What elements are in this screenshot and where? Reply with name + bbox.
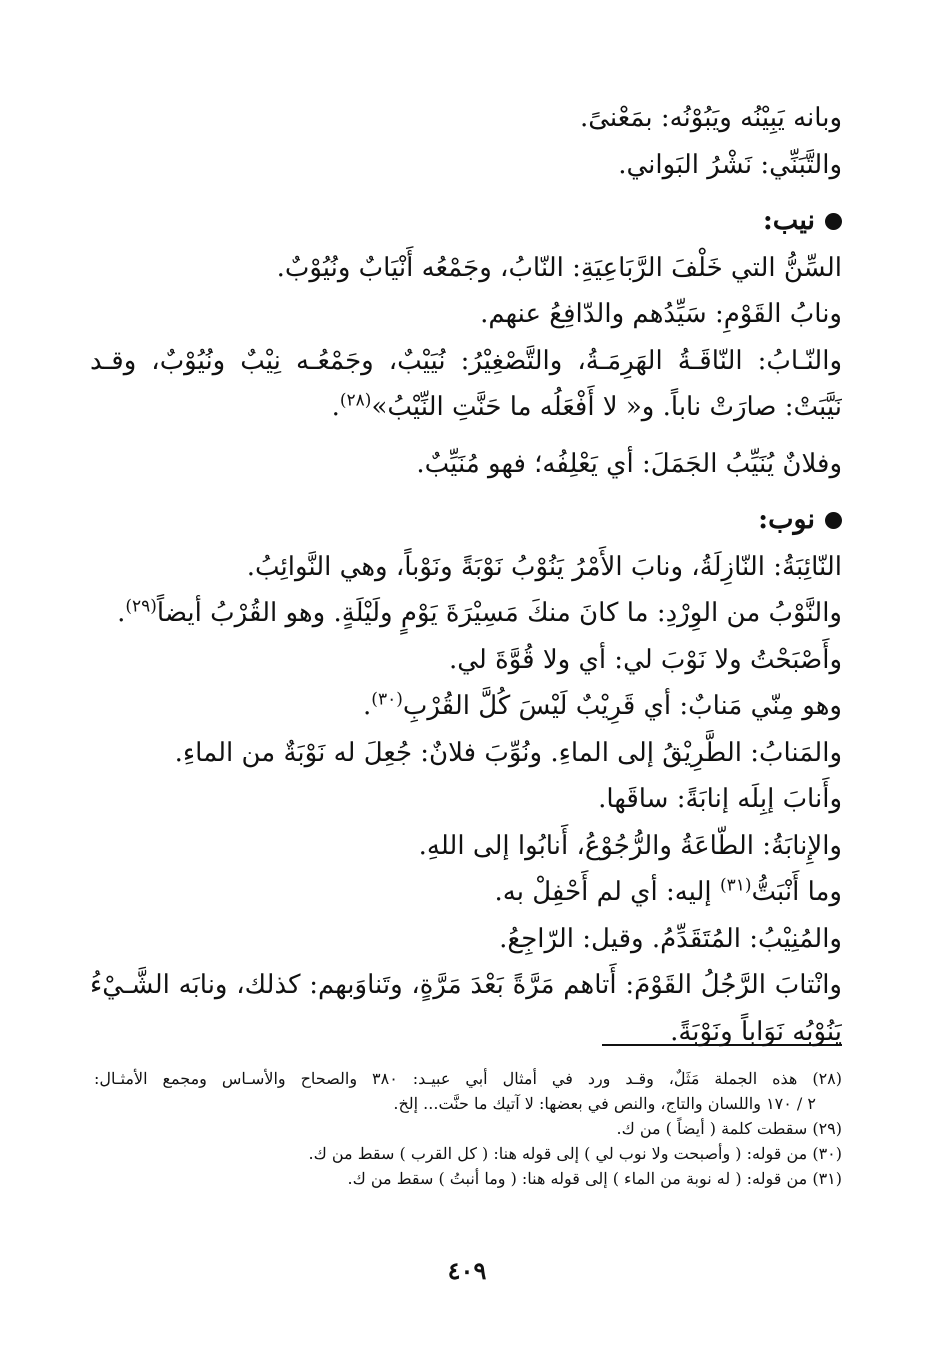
footnote: (٣٠) من قوله: ( وأصبحت ولا نوب لي ) إلى قوله هنا: ( كل القرب ) سقط من ك. — [308, 1144, 842, 1163]
text-line: وما أَنْبَتُّ$^{(٣١)}$ إليه: أي لم أَحْفِلْ به. — [494, 875, 842, 907]
footnote-divider — [602, 1044, 842, 1046]
footnote-marker: (٢٨) — [339, 390, 372, 411]
footnote: (٢٨) هذه الجملة مَثَلٌ، وقـد ورد في أمثال أبي عبيـد: ٣٨٠ والصحاح والأسـاس ومجمع الأمثـال: — [94, 1069, 842, 1088]
footnote-marker: (٣١) — [719, 875, 752, 896]
text-line: والنّـابُ: النّاقَـةُ الهَرِمَـةُ، والتَّصْغِيْرُ: نُيَيْبٌ، وجَمْعُـه نِيْبٌ ونُيُوْبٌ، وقـد — [90, 345, 842, 376]
text-line: وبانه يَبِيْنُه ويَبُوْنُه: بمَعْنىً. — [580, 103, 842, 133]
text-line: وأَصْبَحْتُ ولا نَوْبَ لي: أي ولا قُوَّةَ لي. — [448, 644, 842, 675]
text-line: والتَّبَنِّي: نَشْرُ البَواني. — [618, 149, 842, 180]
text-line: نَيَّبَتْ: صارَتْ ناباً. و« لا أَفْعَلُه ما حَنَّتِ النِّيْبُ»$^{(٢٨)}$. — [331, 390, 842, 422]
text-line: وهو مِنّي مَنابٌ: أي قَرِيْبٌ لَيْسَ كُلَّ القُرْبِ$^{(٣٠)}$. — [363, 689, 842, 721]
footnote-marker: (٢٩) — [125, 596, 157, 617]
text-line: يَنُوْبُه نَوَاباً ونَوْبَةً. — [670, 1016, 842, 1047]
bullet-icon — [825, 213, 842, 230]
footnote-marker: (٣٠) — [371, 689, 403, 710]
text-line: والمُنِيْبُ: المُتَقَدِّمُ. وقيل: الرّاجِعُ. — [499, 923, 842, 954]
footnote: (٢٩) سقطت كلمة ( أيضاً ) من ك. — [616, 1119, 842, 1138]
text-line: والإِنابَةُ: الطّاعَةُ والرُّجُوْعُ، أَنابُوا إلى اللهِ. — [418, 830, 842, 861]
text-line: والنَّوْبُ من الوِرْدِ: ما كانَ منكَ مَسِيْرَةَ يَوْمٍ ولَيْلَةٍ. وهو القُرْبُ أيضاً$^{(٢٩)}$. — [117, 596, 842, 628]
text-line: وأَنابَ إبِلَه إنابَةً: ساقَها. — [598, 784, 842, 814]
entry-heading: نيب: — [90, 198, 842, 245]
footnotes — [94, 1066, 842, 1191]
text-line: النّائِبَةُ: النّازِلَةُ، ونابَ الأَمْرُ يَنُوْبُ نَوْبَةً ونَوْباً، وهي النَّوائِبُ. — [246, 551, 842, 582]
text-line: السِّنُّ التي خَلْفَ الرَّبَاعِيَةِ: النّابُ، وجَمْعُه أَنْيَابٌ ونُيُوْبٌ. — [276, 252, 842, 283]
text-line: وفلانٌ يُنَيِّبُ الجَمَلَ: أي يَعْلِفُه؛ فهو مُنَيِّبٌ. — [416, 448, 842, 479]
page-number: ٤٠٩ — [447, 1256, 487, 1285]
text-line: ونابُ القَوْمِ: سَيِّدُهم والدّافِعُ عنهم. — [480, 299, 842, 329]
text-line: والمَنابُ: الطَّرِيْقُ إلى الماءِ. ونُوِّبَ فلانٌ: جُعِلَ له نَوْبَةٌ من الماءِ. — [174, 737, 842, 768]
entry-heading: نوب: — [90, 497, 842, 544]
footnote: (٣١) من قوله: ( له نوبة من الماء ) إلى قوله هنا: ( وما أنبتُ ) سقط من ك. — [347, 1169, 842, 1188]
main-text — [90, 95, 842, 1055]
bullet-icon — [825, 512, 842, 529]
footnote: ٢ / ١٧٠ واللسان والتاج، والنص في بعضها: لا آتيك ما حنَّت... إلخ. — [393, 1094, 816, 1113]
text-line: وانْتابَ الرَّجُلُ القَوْمَ: أَتاهم مَرَّةً بَعْدَ مَرَّةٍ، وتَناوَبهم: كذلك، ونابَه الشَّـيْءُ — [90, 970, 842, 1000]
